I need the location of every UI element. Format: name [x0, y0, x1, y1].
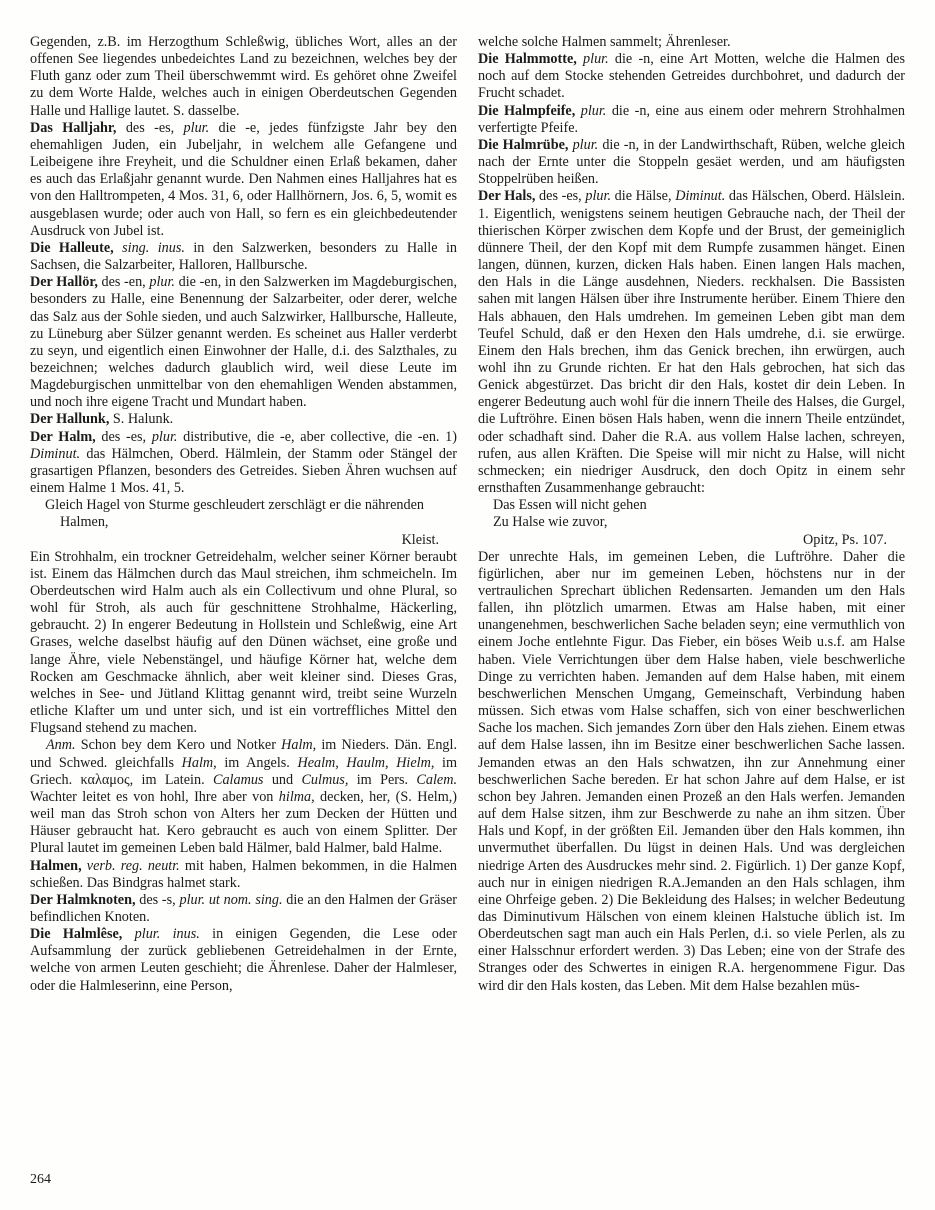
text-segment: im Pers.: [348, 771, 417, 788]
dictionary-entry: [30, 411, 457, 428]
text-segment: die an den Halmen der Gräser befindlichen Knoten.: [30, 891, 457, 925]
entry-headword: Die Halleute,: [30, 239, 114, 256]
text-segment: [122, 926, 134, 942]
plain-paragraph: [30, 34, 457, 120]
dictionary-entry: [478, 137, 905, 188]
italic-text: Healm, Haulm, Hielm,: [297, 754, 435, 771]
text-segment: des -es,: [535, 188, 586, 205]
text-segment: die -n, eine Art Motten, welche die Halmen des noch auf dem Stocke stehenden Getreides durchbohret, und dadurch der Frucht schadet.: [478, 51, 905, 102]
entry-headword: Der Hallör,: [30, 274, 98, 291]
text-column-left: [30, 34, 457, 1140]
italic-text: plur.: [149, 274, 175, 291]
anm-paragraph: [30, 737, 457, 857]
attribution-paragraph: [478, 532, 905, 549]
text-segment: Gleich Hagel von Sturme geschleudert zerschlägt er die nährenden Halmen,: [45, 497, 424, 531]
text-segment: Das Essen will nicht gehen: [493, 497, 647, 514]
text-segment: in den Salzwerken, besonders zu Halle in Sachsen, die Salzarbeiter, Halloren, Hallbursche.: [30, 239, 457, 274]
text-segment: distributive, die -e, aber collective, die -en. 1): [177, 428, 457, 445]
entry-headword: Der Hals,: [478, 188, 536, 205]
text-segment: Kleist.: [401, 531, 439, 548]
text-segment: im Nieders. Dän. Engl. und Schwed. gleichfalls: [30, 737, 458, 771]
italic-text: plur.: [183, 119, 210, 136]
plain-paragraph: [478, 34, 905, 51]
text-segment: die -e, jedes fünfzigste Jahr bey den ehemahligen Juden, ein Jubeljahr, in welchem alle Gefangene und Leibeigene ihre Freyheit, und die Schuldner einen Erlaß bekamen, daher es auch das Erlaßjahr genannt wurde. Den Nahmen eines Halljahres hat es von den Halltrompeten, 4 Mos. 31, 6, oder Hallhörnern, Jos. 6, 5, womit es ausgeblasen wurde; oder auch von Hall, so fern es ein gleichbedeutender Ausdruck von Jubel ist.: [30, 119, 458, 239]
verse-paragraph: [493, 497, 905, 514]
dictionary-entry: [30, 274, 457, 411]
italic-text: plur.: [572, 136, 599, 153]
dictionary-entry: [478, 103, 905, 137]
italic-text: plur.: [580, 102, 607, 119]
dictionary-entry: [478, 51, 905, 102]
page-number: 264: [30, 1172, 51, 1187]
verse-paragraph: [493, 514, 905, 531]
text-segment: das Hälmchen, Oberd. Hälmlein, der Stamm oder Stängel der grasartigen Pflanzen, besonders des Getreides. Sieben Ähren wuchsen auf einem Halme 1 Mos. 41, 5.: [30, 445, 457, 497]
text-segment: des -es,: [116, 119, 184, 136]
verse-paragraph: [45, 497, 457, 531]
text-column-right: [478, 34, 905, 1140]
text-segment: [114, 240, 122, 256]
italic-text: Halm,: [181, 754, 217, 771]
dictionary-entry: [30, 926, 457, 995]
entry-headword: Halmen,: [30, 857, 82, 874]
text-segment: die -en, in den Salzwerken im Magdeburgischen, besonders zu Halle, eine Benennung der Salzarbeiter, oder derer, welche das Salz aus der Sohle sieden, und auch Salzwirker, Hallbursche, Halleute, zu Lüneburg aber Sülzer genannt werden. Es scheinet aus Haller verderbt zu seyn, und eigentlich einen Einwohner der Halle, d.i. des Salzthales, zu bezeichnen; welches dadurch glaublich wird, weil diese Leute im Magdeburgischen unmittelbar von den ehemahligen Wenden abstammen, und noch ihre eigene Tracht und Mundart haben.: [30, 274, 458, 411]
text-segment: des -s,: [135, 891, 180, 908]
entry-headword: Die Halmpfeife,: [478, 102, 576, 119]
plain-paragraph: [30, 549, 457, 738]
text-segment: in einigen Gegenden, die Lese oder Aufsammlung der zurück gebliebenen Getreidehalmen in der Ernte, welche von armen Leuten geschieht; die Ährenlese. Daher der Halmleser, oder die Halmleserinn, eine Person,: [30, 926, 457, 994]
italic-text: Halm,: [281, 737, 317, 754]
text-segment: das Hälschen, Oberd. Hälslein. 1. Eigentlich, wenigstens seinem heutigen Gebrauche nach, der Theil der thierischen Körper zwischen dem Kopfe und der Brust, der gemeiniglich dünnere Theil, der den Kopf mit dem Rumpfe zusammen hänget. Einen langen, dünnen, kurzen, dicken Hals haben. Einen langen Hals machen, den Hals in die Länge ausdehnen, Nieders. reckhalsen. Die Bassisten sahen mit langen Hälsen über ihre Instrumente herüber. Einem Thiere den Hals abhauen, den Hals umdrehen. Im gemeinen Leben gibt man dem Teufel Schuld, daß er den Hexen den Hals umdrehe, d.i. sie erwürge. Einem den Hals brechen, ihm das Genick brechen, ihn erwürgen, auch wohl ihn zu Grunde richten. Er hat den Hals gebrochen, hat sich das Genick abgestürzet. Das bricht dir den Hals, kostet dir dein Leben. In engerer Bedeutung auch wohl für die innern Theile des Halses, die Gurgel, die Luftröhre. Einen bösen Hals haben, wenn die innern Theile entzündet, oder schadhaft sind. Daher die R.A. aus vollem Halse lachen, schreyen, rufen, aus allen Kräften. Die Speise will mir nicht zu Halse, will nicht schmecken; ein niedriger Ausdruck, den doch Opitz in einem sehr ernsthaften Zusammenhange gebraucht:: [478, 188, 905, 497]
dictionary-entry: [30, 429, 457, 498]
italic-text: Calem.: [416, 771, 458, 788]
text-segment: im Griech. καλαμος, im Latein.: [30, 754, 457, 788]
text-segment: die Hälse,: [611, 188, 676, 205]
entry-headword: Das Halljahr,: [30, 119, 117, 136]
text-segment: welche solche Halmen sammelt; Ährenleser.: [478, 34, 731, 50]
italic-text: Diminut.: [675, 188, 726, 205]
text-segment: Schon bey dem Kero und Notker: [75, 737, 282, 754]
text-segment: decken, her, (S. Helm,) weil man das Stroh schon von Alters her zum Decken der Hütten und Häuser gebraucht hat. Kero gebraucht es auch von einem Splitter. Der Plural lautet im gemeinen Leben bald Hälmer, bald Halmer, bald Halme.: [30, 788, 457, 857]
text-segment: Zu Halse wie zuvor,: [493, 514, 608, 531]
italic-text: hilma,: [278, 788, 315, 805]
italic-text: plur.: [585, 188, 612, 205]
text-segment: Ein Strohhalm, ein trockner Getreidehalm, welcher seiner Körner beraubt ist. Einem das Hälmchen durch das Maul streichen, ihm schmeicheln. Im Oberdeutschen wird Halm auch als ein Collectivum und ohne Plural, so wohl für Stroh, als auch für geschnittene Strohhalme, Häckerling, gebraucht. 2) In engerer Bedeutung in Hollstein und Schleßwig, eine Art Grases, welche daselbst häufig auf den Dünen wächset, eine große und lange Ähre, viele Nebenstängel, und häufige Körner hat, welche dem Rocken am Geschmacke ähnlich, aber weit kleiner sind. Dieses Gras, welches in See- und Jütland Klittag genannt wird, treibt seine Wurzeln etliche Klafter um und unter sich, und ist ein vortreffliches Mittel den Flugsand stehend zu machen.: [30, 548, 457, 737]
italic-text: Diminut.: [30, 445, 81, 462]
entry-headword: Der Halmknoten,: [30, 891, 136, 908]
italic-text: plur.: [583, 51, 609, 68]
plain-paragraph: [478, 549, 905, 995]
entry-headword: Die Halmmotte,: [478, 51, 577, 68]
text-segment: mit haben, Halmen bekommen, in die Halmen schießen. Das Bindgras halmet stark.: [30, 857, 458, 891]
text-segment: im Angels.: [216, 754, 298, 771]
entry-headword: Der Halm,: [30, 428, 96, 445]
italic-text: plur. inus.: [134, 926, 200, 943]
dictionary-entry: [30, 892, 457, 926]
italic-text: verb. reg. neutr.: [86, 857, 180, 874]
italic-text: Anm.: [46, 737, 76, 754]
text-segment: die -n, in der Landwirthschaft, Rüben, welche gleich nach der Ernte unter die Stoppeln gesäet werden, und am häufigsten Stoppelrüben heißen.: [478, 136, 906, 188]
text-segment: des -es,: [95, 428, 152, 445]
text-segment: des -en,: [97, 274, 150, 291]
dictionary-entry: [30, 858, 457, 892]
text-segment: S. Halunk.: [109, 411, 174, 428]
text-segment: Opitz, Ps. 107.: [803, 531, 887, 548]
attribution-paragraph: [30, 532, 457, 549]
dictionary-entry: [478, 188, 905, 497]
text-segment: Wachter leitet es von hohl, Ihre aber von: [30, 788, 279, 805]
italic-text: Calamus: [213, 771, 264, 788]
italic-text: Culmus,: [301, 771, 349, 788]
dictionary-entry: [30, 120, 457, 240]
dictionary-entry: [30, 240, 457, 274]
text-segment: die -n, eine aus einem oder mehrern Strohhalmen verfertigte Pfeife.: [478, 102, 905, 136]
italic-text: sing. inus.: [122, 239, 185, 256]
entry-headword: Die Halmlêse,: [30, 926, 123, 943]
text-segment: und: [263, 771, 302, 788]
italic-text: plur.: [151, 428, 178, 445]
text-segment: Gegenden, z.B. im Herzogthum Schleßwig, übliches Wort, alles an der offenen See liegendes unbedeichtes Land zu bezeichnen, welches bey der Fluth ganz oder zum Theil überschwemmt wird. Es gehöret ohne Zweifel zu dem Worte Halde, welches auch in einigen Oberdeutschen Gegenden Halle und Hallige lautet. S. dasselbe.: [30, 34, 457, 119]
italic-text: plur. ut nom. sing.: [179, 891, 283, 908]
entry-headword: Der Hallunk,: [30, 411, 110, 428]
text-segment: Der unrechte Hals, im gemeinen Leben, die Luftröhre. Daher die figürlichen, aber nur im gemeinen Leben, höchstens nur in der vertraulichen Sprechart üblichen Redensarten. Jemanden um den Hals fallen, ihn plötzlich umarmen. Etwas am Halse haben, mit einer unangenehmen, beschwerlichen Sache beladen seyn; eine vermuthlich von einem Joche entlehnte Figur. Das Fieber, ein böses Weib u.s.f. am Halse haben. Viele Verrichtungen über dem Halse haben, viele beschwerliche Dinge zu verrichten haben. Jemanden auf dem Halse haben, mit einem beschwerlichen Menschen Umgang, Gemeinschaft, Verbindung haben müssen. Sich etwas vom Halse schaffen, sich von einer beschwerlichen Sache los machen. Sich jemandes Zorn über den Hals ziehen. Einem etwas auf dem Halse lassen, ihn im Besitze einer beschwerlichen Sache lassen. Jemanden etwas an den Hals schwatzen, ihn zur Annehmung einer beschwerlichen Sache bereden. Er hat schon Jahre auf dem Halse, er ist schon bey Jahren. Jemanden einen Prozeß an den Hals werfen. Jemanden auf dem Halse sitzen, ihm zur Beschwerde zu nahe an ihm sitzen. Über Hals und Kopf, in der größten Eil. Jemanden über den Hals kommen, ihn unvermuthet überfallen. Du lügst in deinen Hals. Und was dergleichen niedrige Arten des Ausdruckes mehr sind. 2. Figürlich. 1) Der ganze Kopf, auch nur in einigen niedrigen R.A.Jemanden an den Hals schlagen, ihm eine Ohrfeige geben. 2) Die Bekleidung des Halses; in welcher Bedeutung das Diminutivum Hälschen von einem kleinen Halstuche üblich ist. Im Oberdeutschen sagt man auch ein Hals Perlen, d.i. so viele Perlen, als zu einer Halsschnur erfordert werden. 3) Das Leben; eine von der Strafe des Stranges oder des Schwertes in einigen R.A. hergenommene Figur. Das wird dir den Hals kosten, das Leben. Mit dem Halse bezahlen müs-: [478, 548, 905, 994]
entry-headword: Die Halmrübe,: [478, 136, 569, 153]
